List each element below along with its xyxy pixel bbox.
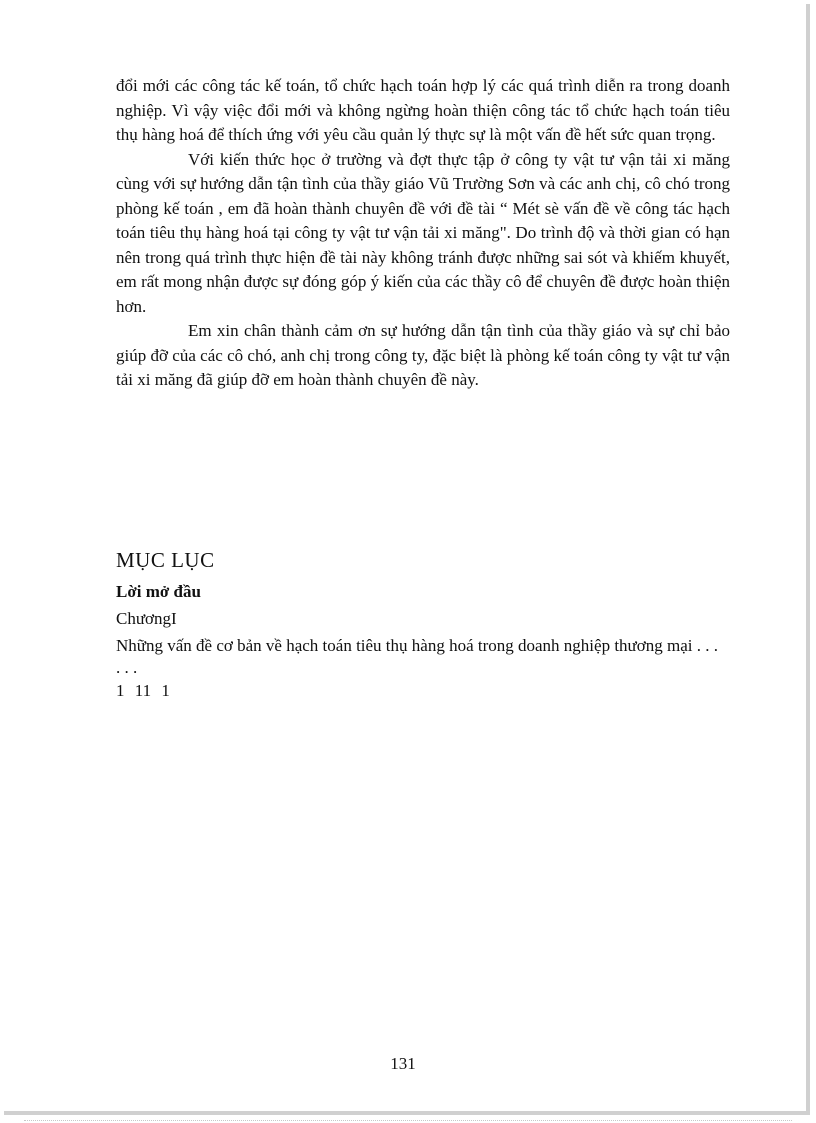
page-bottom-divider — [24, 1120, 792, 1121]
toc-title: MỤC LỤC — [116, 548, 215, 572]
toc-intro-heading: Lời mở đầu — [116, 582, 201, 601]
toc-entry: Những vấn đề cơ bản về hạch toán tiêu thụ hàng hoá trong doanh nghiệp thương mại . . . . . . — [116, 636, 718, 677]
page-number: 131 — [390, 1054, 416, 1073]
paragraph-3: Em xin chân thành cảm ơn sự hướng dẫn tận tình của thầy giáo và sự chỉ bảo giúp đỡ của các cô chó, anh chị trong công ty, đặc biệt là phòng kế toán công ty vật tư vận tải xi măng đã giúp đỡ em hoàn thành chuyên đề này. — [116, 321, 730, 389]
paragraph-1: đổi mới các công tác kế toán, tổ chức hạch toán hợp lý các quá trình diễn ra trong doanh nghiệp. Vì vậy việc đổi mới và không ngừng hoàn thiện công tác tổ chức hạch toán tiêu thụ hàng hoá để thích ứng với yêu cầu quản lý thực sự là một vấn đề hết sức quan trọng. — [116, 76, 730, 144]
toc-chapter-heading: ChươngI — [116, 609, 177, 628]
body-text — [116, 74, 730, 393]
toc-numbering: 1 11 1 — [116, 681, 170, 700]
paragraph-2: Với kiến thức học ở trường và đợt thực tập ở công ty vật tư vận tải xi măng cùng với sự hướng dẫn tận tình của thầy giáo Vũ Trường Sơn và các anh chị, cô chó trong phòng kế toán , em đã hoàn thành chuyên đề với đề tài “ Mét sè vấn đề về công tác hạch toán tiêu thụ hàng hoá tại công ty vật tư vận tải xi măng". Do trình độ và thời gian có hạn nên trong quá trình thực hiện đề tài này không tránh được những sai sót và khiếm khuyết, em rất mong nhận được sự đóng góp ý kiến của các thầy cô để chuyên đề được hoàn thiện hơn. — [116, 149, 730, 316]
